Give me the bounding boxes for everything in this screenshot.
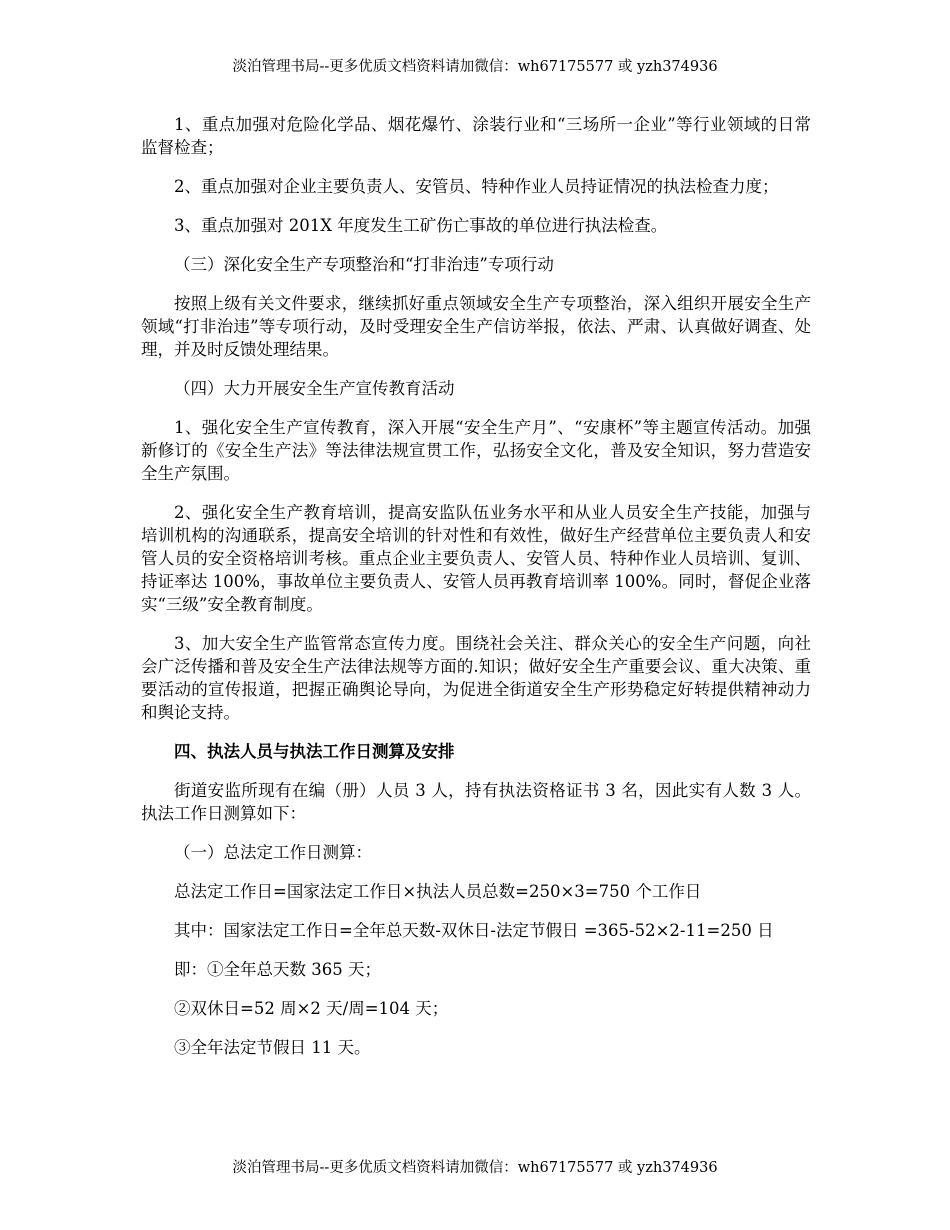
document-body — [141, 113, 811, 1075]
section-heading-4: （四）大力开展安全生产宣传教育活动 — [174, 379, 455, 398]
page-footer: 淡泊管理书局--更多优质文档资料请加微信：wh67175577 或 yzh374936 — [232, 1160, 718, 1176]
paragraph-staff: 街道安监所现有在编（册）人员 3 人，持有执法资格证书 3 名，因此实有人数 3 人。执法工作日测算如下： — [141, 781, 811, 823]
paragraph-publicity-1: 1、强化安全生产宣传教育，深入开展“安全生产月”、“安康杯”等主题宣传活动。加强新修订的《安全生产法》等法律法规宣贯工作，弘扬安全文化，普及安全知识，努力营造安全生产氛围。 — [141, 418, 811, 483]
paragraph-item-1: 1、重点加强对危险化学品、烟花爆竹、涂装行业和“三场所一企业”等行业领域的日常监督检查； — [141, 115, 811, 157]
page-header: 淡泊管理书局--更多优质文档资料请加微信：wh67175577 或 yzh374936 — [232, 59, 718, 75]
note-weekend-days: ②双休日=52 周×2 天/周=104 天； — [174, 999, 449, 1018]
paragraph-training-2: 2、强化安全生产教育培训，提高安监队伍业务水平和从业人员安全生产技能，加强与培训机构的沟通联系，提高安全培训的针对性和有效性，做好生产经营单位主要负责人和安管人员的安全资格培训考核。重点企业主要负责人、安管人员、特种作业人员培训、复训、持证率达 100%，事故单位主要负责人、安管人员再教育培训率 100%。同时，督促企业落实“三级”安全教育制度。 — [141, 503, 811, 614]
subheading-total-workdays: （一）总法定工作日测算： — [174, 843, 372, 862]
paragraph-item-2: 2、重点加强对企业主要负责人、安管员、特种作业人员持证情况的执法检查力度； — [174, 177, 779, 196]
formula-total-workdays: 总法定工作日=国家法定工作日×执法人员总数=250×3=750 个工作日 — [174, 882, 702, 901]
paragraph-supervision-3: 3、加大安全生产监管常态宣传力度。围绕社会关注、群众关心的安全生产问题，向社会广泛传播和普及安全生产法律法规等方面的.知识；做好安全生产重要会议、重大决策、重要活动的宣传报道，把握正确舆论导向，为促进全街道安全生产形势稳定好转提供精神动力和舆论支持。 — [141, 634, 811, 722]
section-heading-3: （三）深化安全生产专项整治和“打非治违”专项行动 — [174, 255, 554, 274]
note-total-days: 即：①全年总天数 365 天； — [174, 960, 381, 979]
chapter-heading-4: 四、执法人员与执法工作日测算及安排 — [174, 742, 455, 761]
paragraph-campaign: 按照上级有关文件要求，继续抓好重点领域安全生产专项整治，深入组织开展安全生产领域“打非治违”等专项行动，及时受理安全生产信访举报，依法、严肃、认真做好调查、处理，并及时反馈处理结果。 — [141, 294, 811, 359]
formula-national-workdays: 其中：国家法定工作日=全年总天数-双休日-法定节假日 =365-52×2-11=250 日 — [174, 921, 774, 940]
paragraph-item-3: 3、重点加强对 201X 年度发生工矿伤亡事故的单位进行执法检查。 — [174, 216, 668, 235]
note-holidays: ③全年法定节假日 11 天。 — [174, 1038, 371, 1057]
